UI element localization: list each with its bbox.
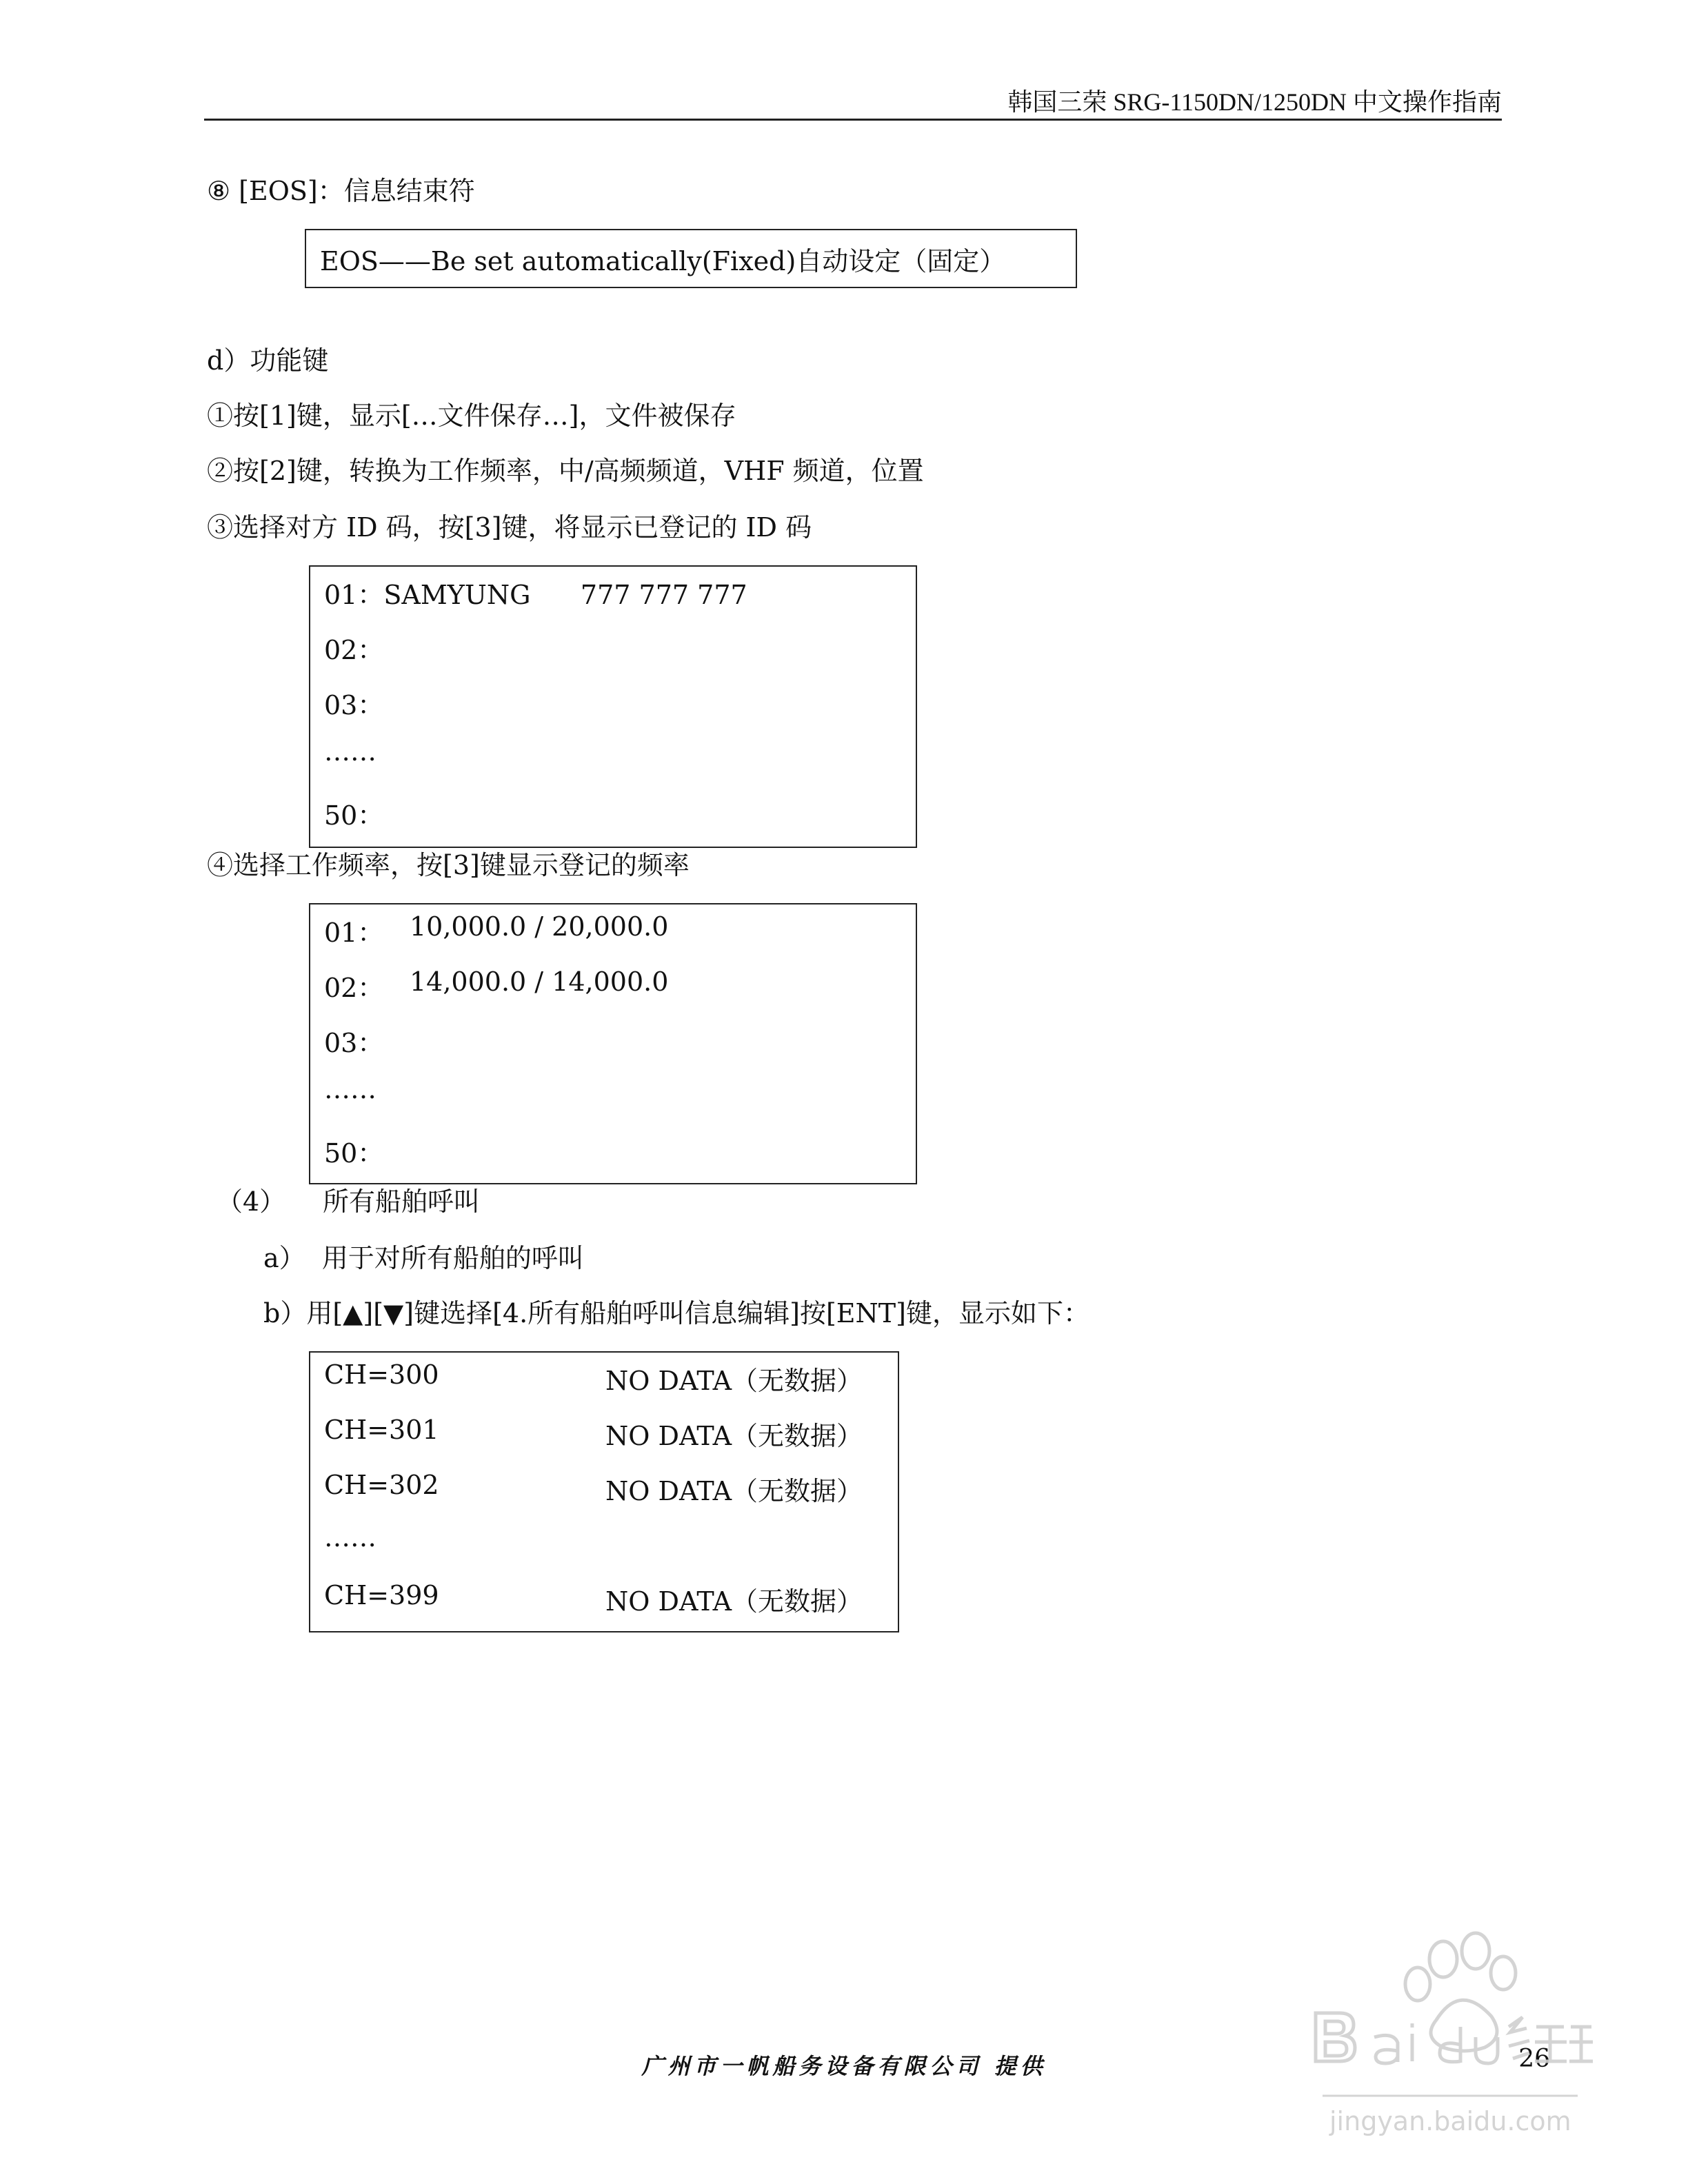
baidu-jingyan-watermark-icon	[1302, 1923, 1598, 2151]
header-rule	[204, 119, 1502, 121]
table-row-channel: CH=302	[324, 1470, 439, 1500]
table-row-status: NO DATA（无数据）	[605, 1476, 863, 1506]
table-row-status: NO DATA（无数据）	[605, 1586, 863, 1617]
table-row-channel: CH=399	[324, 1580, 439, 1610]
list-item: 02：	[324, 635, 384, 665]
function-key-item-1: ①按[1]键，显示[…文件保存…]，文件被保存	[207, 401, 736, 431]
table-row-channel: ……	[324, 1522, 376, 1553]
list-item: 01：	[324, 918, 384, 948]
table-row-channel: CH=300	[324, 1359, 439, 1390]
all-ships-item-b: b）用[▲][▼]键选择[4.所有船舶呼叫信息编辑]按[ENT]键，显示如下：	[263, 1298, 1089, 1328]
list-item-value: 14,000.0 / 14,000.0	[410, 967, 669, 997]
eos-heading: ⑧ [EOS]：信息结束符	[207, 176, 475, 206]
function-key-item-2: ②按[2]键，转换为工作频率，中/高频频道，VHF 频道，位置	[207, 456, 924, 486]
list-item: ……	[324, 1074, 376, 1104]
all-ships-item-a: a） 用于对所有船舶的呼叫	[263, 1243, 584, 1273]
all-ships-number: （4）	[217, 1186, 286, 1217]
document-header-title: 韩国三荣 SRG-1150DN/1250DN 中文操作指南	[1007, 88, 1502, 116]
function-key-item-3: ③选择对方 ID 码，按[3]键，将显示已登记的 ID 码	[207, 512, 812, 543]
footer-provider: 广州市一帆船务设备有限公司 提供	[641, 2053, 1047, 2079]
eos-box-text: EOS——Be set automatically(Fixed)自动设定（固定）	[320, 246, 1006, 276]
list-item: 01：SAMYUNG 777 777 777	[324, 580, 747, 610]
svg-text:jingyan.baidu.com: jingyan.baidu.com	[1329, 2106, 1571, 2136]
frequency-heading: ④选择工作频率，按[3]键显示登记的频率	[207, 850, 690, 880]
page-number: 26	[1518, 2045, 1550, 2073]
list-item: ……	[324, 736, 376, 767]
id-list-box	[309, 565, 917, 848]
list-item-value: 10,000.0 / 20,000.0	[410, 911, 669, 942]
all-ships-title: 所有船舶呼叫	[323, 1186, 481, 1217]
function-keys-heading: d）功能键	[207, 345, 329, 376]
table-row-status: NO DATA（无数据）	[605, 1366, 863, 1396]
eos-box	[305, 229, 1077, 288]
frequency-list-box	[309, 903, 917, 1184]
list-item: 50：	[324, 800, 384, 831]
table-row-status: NO DATA（无数据）	[605, 1421, 863, 1451]
channel-list-box	[309, 1351, 899, 1632]
list-item: 02：	[324, 973, 384, 1003]
list-item: 03：	[324, 1028, 384, 1058]
list-item: 03：	[324, 690, 384, 720]
table-row-channel: CH=301	[324, 1415, 439, 1445]
list-item: 50：	[324, 1138, 384, 1169]
